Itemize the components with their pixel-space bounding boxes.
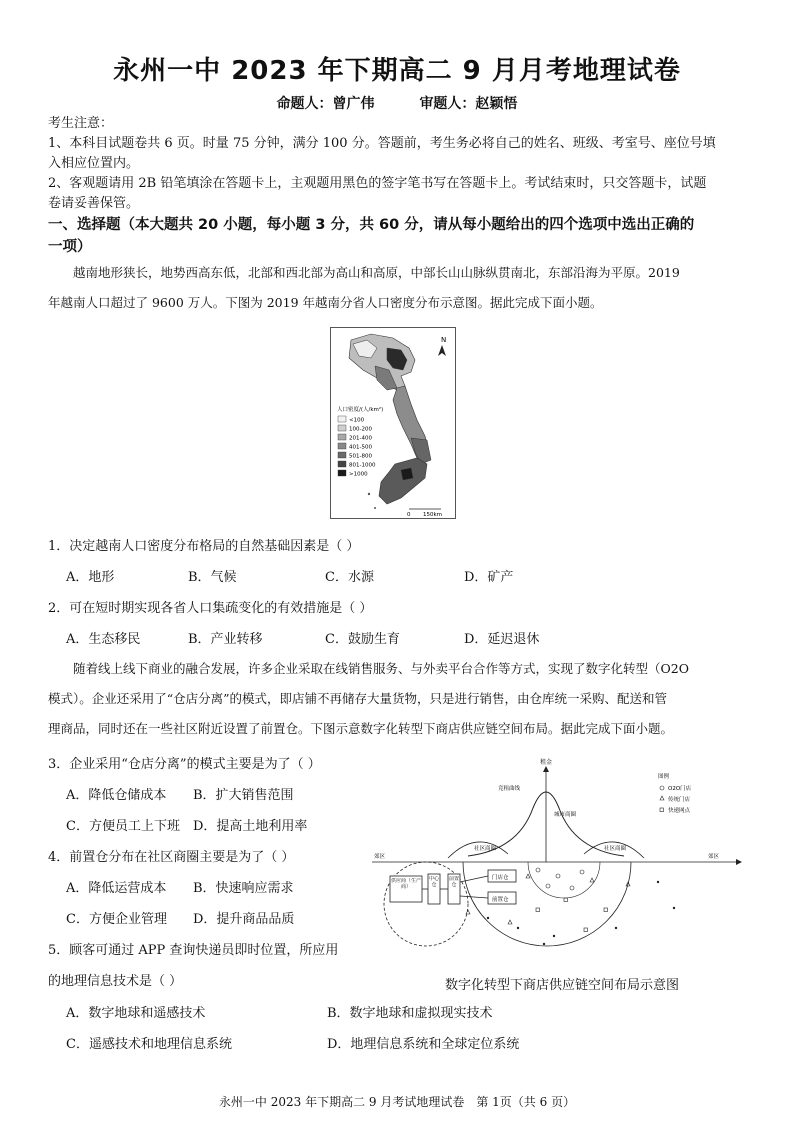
- map-ho-chi-minh: [401, 468, 413, 480]
- q5-option-b[interactable]: B．数字地球和虚拟现实技术: [327, 1006, 493, 1021]
- question-5-stem-line1: 5．顾客可通过 APP 查询快递员即时位置，所应用: [48, 943, 339, 958]
- dot-marker: [673, 907, 675, 909]
- legend-swatch: [338, 470, 346, 476]
- dot-marker: [487, 917, 489, 919]
- q1-option-d[interactable]: D．矿产: [464, 570, 514, 585]
- passage1-line2: 年越南人口超过了 9600 万人。下图为 2019 年越南分省人口密度分布示意图。据此完成下面小题。: [48, 295, 603, 310]
- o2o-store-marker: [536, 868, 540, 872]
- q2-option-c[interactable]: C．鼓励生育: [325, 632, 400, 647]
- city-center-label: 城市商圈: [554, 812, 577, 818]
- rent-label: 租金: [540, 759, 553, 766]
- question-3-stem: 3．企业采用“仓店分离”的模式主要是为了（ ）: [48, 757, 321, 772]
- legend-o2o-icon: [660, 786, 664, 790]
- legend-label: <100: [349, 417, 365, 424]
- suburb-right-label: 郊区: [708, 854, 720, 860]
- map-south-region: [379, 458, 427, 504]
- notice-item2-line2: 卷请妥善保管。: [48, 196, 140, 211]
- central-warehouse-label: 中心仓: [428, 876, 439, 888]
- o2o-store-marker: [580, 870, 584, 874]
- legend-label: 801-1000: [349, 462, 376, 469]
- q5-option-a[interactable]: A．数字地球和遥感技术: [66, 1006, 206, 1021]
- legend-express-icon: [660, 808, 664, 812]
- suburb-left-label: 郊区: [374, 854, 386, 860]
- notice-item1-line2: 入相应位置内。: [48, 156, 140, 171]
- legend-label: 501-800: [349, 453, 372, 460]
- q1-option-c[interactable]: C．水源: [325, 570, 374, 585]
- traditional-store-marker: [466, 910, 470, 914]
- o2o-store-marker: [570, 886, 574, 890]
- passage2-line1: 随着线上线下商业的融合发展，许多企业采取在线销售服务、与外卖平台合作等方式，实现了数字化转型（O2O: [73, 661, 689, 676]
- passage-vietnam: [48, 258, 758, 318]
- notice-item1-line1: 1、本科目试题卷共 6 页。时量 75 分钟，满分 100 分。答题前，考生务必将自己的姓名、班级、考室号、座位号填: [48, 136, 716, 151]
- q3-option-a[interactable]: A．降低仓储成本: [66, 788, 167, 803]
- diagram-caption: 数字化转型下商店供应链空间布局示意图: [444, 978, 679, 993]
- passage2-line2: 模式）。企业还采用了“仓店分离”的模式，即店铺不再储存大量货物，只是进行销售，由仓库统一采购、配送和管: [48, 691, 668, 706]
- supply-chain-graphic: [368, 758, 748, 970]
- diagram-legend-title: 图例: [658, 774, 670, 780]
- exam-authors: [0, 93, 794, 113]
- question-setter: 命题人：曾广伟: [276, 96, 375, 112]
- map-island: [368, 493, 370, 495]
- q5-option-c[interactable]: C．遥感技术和地理信息系统: [66, 1037, 232, 1052]
- dot-marker: [657, 881, 659, 883]
- market-radius-inner: [528, 862, 600, 898]
- dot-marker: [553, 935, 555, 937]
- o2o-store-marker: [556, 874, 560, 878]
- q2-option-a[interactable]: A．生态移民: [66, 632, 141, 647]
- express-point-marker: [536, 908, 540, 912]
- supply-chain-diagram: [368, 758, 748, 970]
- front-warehouse-label: 前置仓: [448, 876, 459, 888]
- q1-option-b[interactable]: B．气候: [188, 570, 237, 585]
- community-left-label: 社区商圈: [474, 846, 497, 852]
- exam-title: 永州一中 2023 年下期高二 9 月月考地理试卷: [113, 56, 681, 86]
- question-1-stem: 1．决定越南人口密度分布格局的自然基础因素是（ ）: [48, 539, 360, 554]
- legend-label: 100-200: [349, 426, 372, 433]
- express-point-marker: [584, 928, 588, 932]
- legend-swatch: [338, 461, 346, 467]
- legend-traditional-label: 传统门店: [668, 797, 691, 803]
- q4-option-d[interactable]: D．提升商品品质: [193, 912, 295, 927]
- o2o-store-marker: [546, 884, 550, 888]
- passage2-line3: 理商品，同时还在一些社区附近设置了前置仓。下图示意数字化转型下商店供应链空间布局。据此完成下面小题。: [48, 721, 674, 736]
- q2-option-d[interactable]: D．延迟退休: [464, 632, 540, 647]
- dot-marker: [543, 943, 545, 945]
- legend-swatch: [338, 443, 346, 449]
- vietnam-map-graphic: [331, 328, 455, 518]
- supplier-label: 供应商（生产商）: [391, 878, 421, 890]
- q3-option-b[interactable]: B．扩大销售范围: [193, 788, 294, 803]
- question-2-stem: 2．可在短时期实现各省人口集疏变化的有效措施是（ ）: [48, 601, 373, 616]
- scale-label: 150km: [423, 512, 443, 518]
- legend-swatch: [338, 425, 346, 431]
- q4-option-b[interactable]: B．快速响应需求: [193, 881, 294, 896]
- q4-option-a[interactable]: A．降低运营成本: [66, 881, 167, 896]
- legend-o2o-label: O2O门店: [668, 786, 692, 792]
- scale-zero: 0: [407, 512, 411, 518]
- flow-arrow: [460, 896, 488, 898]
- front-wh-label-wrap: [448, 876, 460, 902]
- map-island: [374, 507, 376, 509]
- question-reviewer: 审题人：赵颖悟: [419, 96, 518, 112]
- traditional-store-marker: [508, 920, 512, 924]
- prefront-warehouse-label: 前置仓: [492, 897, 509, 903]
- vietnam-density-map: [330, 327, 456, 519]
- dot-marker: [517, 927, 519, 929]
- notice-label: 考生注意：: [48, 116, 114, 131]
- legend-express-label: 快递网点: [668, 808, 691, 814]
- supplier-label-wrap: [391, 878, 421, 900]
- question-4-stem: 4．前置仓分布在社区商圈主要是为了（ ）: [48, 850, 295, 865]
- passage-o2o: [48, 654, 760, 744]
- store-warehouse-label: 门店仓: [492, 875, 509, 881]
- legend-swatch: [338, 434, 346, 440]
- legend-label: 201-400: [349, 435, 372, 442]
- notice-item2-line1: 2、客观题请用 2B 铅笔填涂在答题卡上，主观题用黑色的签字笔书写在答题卡上。考试结束时，只交答题卡，试题: [48, 176, 707, 191]
- legend-swatch: [338, 416, 346, 422]
- traditional-store-marker: [526, 874, 530, 878]
- legend-traditional-icon: [660, 796, 664, 800]
- central-wh-label-wrap: [428, 876, 440, 902]
- rent-axis-arrow-icon: [543, 766, 549, 772]
- q2-option-b[interactable]: B．产业转移: [188, 632, 263, 647]
- ground-arrow-icon: [736, 859, 742, 865]
- section-heading-line1: 一、选择题（本大题共 20 小题，每小题 3 分，共 60 分，请从每小题给出的四个选项中选出正确的: [48, 217, 695, 233]
- express-point-marker: [564, 898, 568, 902]
- q4-option-c[interactable]: C．方便企业管理: [66, 912, 167, 927]
- map-legend-title: 人口密度/(人/km²): [337, 407, 384, 413]
- north-label: N: [441, 336, 447, 344]
- section-heading-line2: 一项）: [48, 239, 92, 255]
- passage1-line1: 越南地形狭长，地势西高东低，北部和西北部为高山和高原，中部长山山脉纵贯南北，东部沿海为平原。2019: [73, 265, 680, 280]
- north-arrow-icon: [438, 345, 446, 356]
- traditional-store-marker: [590, 878, 594, 882]
- question-5-stem-line2: 的地理信息技术是（ ）: [48, 974, 183, 989]
- bid-rent-label: 竞租曲线: [498, 786, 521, 792]
- legend-label: >1000: [349, 471, 368, 478]
- dot-marker: [615, 927, 617, 929]
- dot-markers: [487, 881, 675, 945]
- q5-option-d[interactable]: D．地理信息系统和全球定位系统: [327, 1037, 520, 1052]
- exam-notice: [48, 114, 758, 214]
- q1-option-a[interactable]: A．地形: [66, 570, 115, 585]
- page-footer: 永州一中 2023 年下期高二 9 月考试地理试卷 第 1页（共 6 页）: [218, 1095, 576, 1109]
- community-right-label: 社区商圈: [604, 846, 627, 852]
- q3-option-c[interactable]: C．方便员工上下班: [66, 819, 180, 834]
- express-point-marker: [604, 908, 608, 912]
- legend-label: 401-500: [349, 444, 372, 451]
- q3-option-d[interactable]: D．提高土地利用率: [193, 819, 308, 834]
- legend-swatch: [338, 452, 346, 458]
- section-heading: [48, 214, 768, 258]
- map-legend: [338, 416, 376, 478]
